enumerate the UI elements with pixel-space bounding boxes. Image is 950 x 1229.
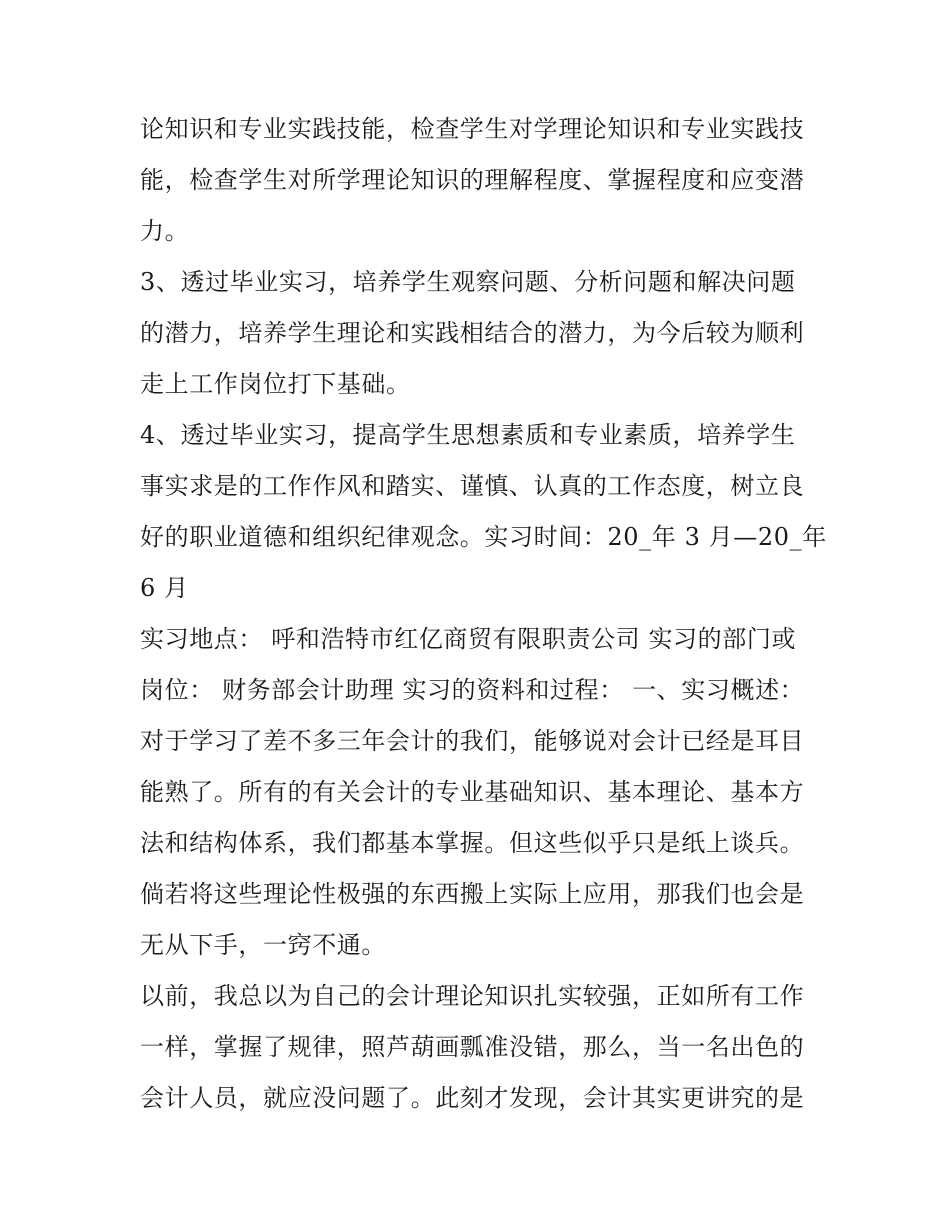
text-line: 无从下手，一窍不通。 <box>140 931 386 959</box>
text-line: 法和结构体系，我们都基本掌握。但这些似乎只是纸上谈兵。 <box>140 829 805 857</box>
text-line: 走上工作岗位打下基础。 <box>140 370 411 398</box>
text-line: 能熟了。所有的有关会计的专业基础知识、基本理论、基本方 <box>140 778 805 806</box>
text-line: 岗位： 财务部会计助理 实习的资料和过程： 一、实习概述： <box>140 676 805 704</box>
text-line: 的潜力，培养学生理论和实践相结合的潜力，为今后较为顺利 <box>140 319 805 347</box>
document-body <box>140 104 827 1124</box>
text-line: 好的职业道德和组织纪律观念。实习时间：20_年 3 月—20_年 <box>140 523 827 551</box>
text-line: 3、透过毕业实习，培养学生观察问题、分析问题和解决问题 <box>140 268 796 296</box>
text-line: 6 月 <box>140 574 189 602</box>
text-line: 事实求是的工作作风和踏实、谨慎、认真的工作态度，树立良 <box>140 472 805 500</box>
text-line: 实习地点： 呼和浩特市红亿商贸有限职责公司 实习的部门或 <box>140 625 797 653</box>
text-line: 一样，掌握了规律，照芦葫画瓢准没错，那么，当一名出色的 <box>140 1033 805 1061</box>
text-line: 以前，我总以为自己的会计理论知识扎实较强，正如所有工作 <box>140 982 805 1010</box>
text-line: 能，检查学生对所学理论知识的理解程度、掌握程度和应变潜 <box>140 166 805 194</box>
text-line: 会计人员，就应没问题了。此刻才发现，会计其实更讲究的是 <box>140 1084 805 1112</box>
text-line: 力。 <box>140 217 190 245</box>
text-line: 论知识和专业实践技能，检查学生对学理论知识和专业实践技 <box>140 115 805 143</box>
text-line: 4、透过毕业实习，提高学生思想素质和专业素质，培养学生 <box>140 421 796 449</box>
text-line: 倘若将这些理论性极强的东西搬上实际上应用，那我们也会是 <box>140 880 805 908</box>
text-line: 对于学习了差不多三年会计的我们，能够说对会计已经是耳目 <box>140 727 805 755</box>
